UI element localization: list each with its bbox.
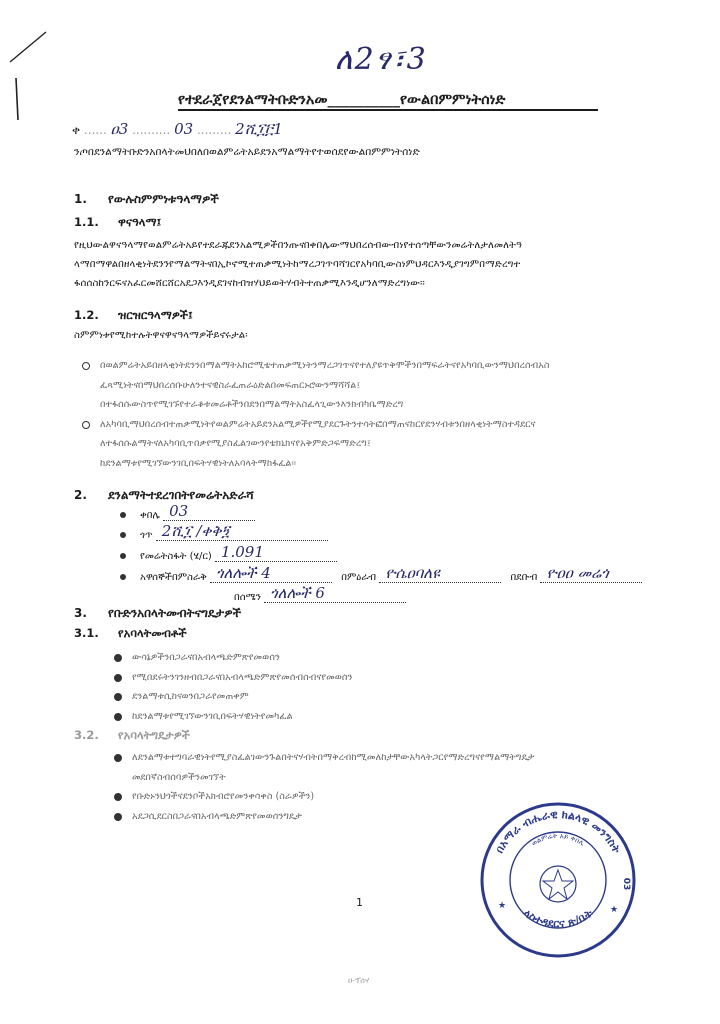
svg-text:ወልምሬት አይ ቀበሌ bbox=[530, 832, 586, 848]
specific-objectives-list bbox=[80, 356, 700, 473]
stamp-star-icon: ★ bbox=[610, 905, 619, 915]
field-got: ጎጥ 2ሺ፲ /ቀቅ፺ bbox=[120, 522, 328, 541]
list-item: ከደንልማቱየሚገኘውንገቢበፍትሃዊነትየመካፈል bbox=[112, 707, 512, 727]
member-rights-list bbox=[112, 648, 512, 726]
field-got-value: 2ሺ፲ /ቀቅ፺ bbox=[156, 522, 328, 541]
list-item: ለደንልማቱተግባራዊነትየሚያስፈልገውንጉልበትናሃብትበማቅረብከሚመለከታቸውአካላትጋርየማድረግናየማልማትግዴታ bbox=[112, 748, 632, 768]
list-item: የቡድኑንህጎችናደንቦችአክብሮየመንቀሳቀስ (ስራዎችን) bbox=[112, 787, 632, 807]
section-3-heading: 3. የቡድንአበላትመብትናግዴታዎች bbox=[74, 606, 242, 620]
date-line: ቀ ...... ዐ3 .......... 03 ......... 2ሺ፲፫1 bbox=[72, 120, 283, 138]
field-kebele-value: 03 bbox=[163, 502, 255, 521]
list-item: የሚበደሩትንገንዘብበጋራናበአብላጫድምጽየመሰብሰብናየመወሰን bbox=[112, 668, 512, 688]
list-item: ደንልማቱሲከናወንበጋራየመጠቀም bbox=[112, 687, 512, 707]
date-prefix: ቀ bbox=[72, 123, 81, 137]
field-kebele: ቀበሌ 03 bbox=[120, 502, 255, 521]
document-subtitle: ንጦበደንልማትቡድንአበላትመህበለበወልምሬትአይደንአማልማትየተወሰደየውልበምምነትሰነድ bbox=[74, 146, 420, 158]
list-item: አደጋሲደርስበጋራናበአብላጫድምጽየመወሰንግዴታ bbox=[112, 807, 632, 827]
document-title: የተደራጀየደንልማትቡድንአመ__________የውልበምምነትሰነድ bbox=[178, 92, 598, 111]
list-item: ለተፋሰሱልማትናለአካባቢጥበቃየሚያስፈልገውንየቴክኒክናየአቅምድጋፍማድረግ፤ bbox=[100, 438, 371, 449]
field-south-value: ዮዐዐ መሬጎ bbox=[540, 564, 642, 583]
paragraph-line: ላማበማዋልበዘላቂነትደንንየማልማትናበኢኮኖሚተጠቃሚነትከማረጋገጥባሻገርየአካባቢውስነምህዳርእንዲያገግምበማድረግተ bbox=[74, 259, 521, 270]
list-item: ለአካባቢማህበረሰብተጠቃሚነትየወልምሬትአይደንአልሚዎችየሚያደርጉትንተሳትፎበማጠናከርየደንሃብቱንበዘላቂነትማስተዳደርና bbox=[80, 415, 700, 435]
field-boundaries: አዋሰኞችበምስራቅ ጎለሎች 4 በምዕራብ ዮሴዐባለዩ በደቡብ ዮዐዐ መሬጎ bbox=[120, 564, 642, 583]
main-objective-paragraph bbox=[74, 236, 694, 293]
handwritten-reference: ለ2ፃ፣3 bbox=[335, 42, 428, 77]
section-1-2-heading: 1.2. ዝርዝርዓላማዎች፤ bbox=[74, 308, 193, 322]
svg-text:ላስተዳደርና ጽ/ቤት bbox=[521, 906, 596, 930]
list-item: ፈጻሚነትናበማህበረሰቡሁለንተናዊስራፈጠራዕድልበመፍጠርኑሮውንማሻሻል፤ bbox=[100, 379, 361, 391]
date-year: 2ሺ፲፫1 bbox=[235, 120, 283, 138]
section-3-2-heading: 3.2. የአባላትግዴታዎች bbox=[74, 728, 190, 742]
footer-note: ዐ-ፕሰሃ bbox=[348, 976, 370, 985]
field-east-value: ጎለሎች 4 bbox=[210, 564, 332, 583]
stamp-outer-text: በአማራ ብሔራዊ ክልላዊ መንግስት bbox=[492, 807, 624, 856]
list-item: በወልምሬትአይበዘላቂነትደንንበማልማትአከሮሚቴተጠቃሚነትንማረጋገጥናየተለያዩጥቅሞችንበማፍራትናየአካባቢውንማህበረሰብአስ bbox=[80, 356, 700, 376]
list-item: ውሳኔዎችንበጋራናበአብላጫድምጽየመወሰን bbox=[112, 648, 512, 668]
list-item: መደበኛስብሰባዎችንመገኘት bbox=[132, 771, 226, 783]
list-item: ከደንልማቱየሚገኘውንገቢበፍትሃዊነትለአባላትማከፋፈል፡፡ bbox=[100, 457, 297, 469]
emblem-icon bbox=[540, 866, 576, 902]
section-2-heading: 2. ደንልማትተደረገበትየመሬትአድራሻ bbox=[74, 488, 254, 502]
list-item: በተፋሰሱውስጥየሚገኙየተራቆቱመሬቶችንበደንበማልማትአስፈላጊውንእንክብካቤማድረግ bbox=[100, 399, 404, 410]
field-land-size-value: 1.091 bbox=[215, 543, 337, 562]
stamp-bottom-text: ላስተዳደርና ጽ/ቤት bbox=[520, 906, 596, 931]
official-stamp bbox=[478, 800, 638, 960]
section-3-1-heading: 3.1. የአባላትመብቶች bbox=[74, 626, 187, 640]
date-month: 03 bbox=[174, 120, 194, 138]
section-1-1-heading: 1.1. ዋናዓላማ፤ bbox=[74, 215, 162, 229]
paragraph-line: የዚህውልዋናዓላማየወልምሬትአይየተደራጁደንአልሚዎችበንጡናበቀበሌውማህበረሰብውብነየተሰጣቸውንመሬትለታለመለትዓ bbox=[74, 240, 523, 251]
field-land-size: የመሬትስፋት (ሄ/ር) 1.091 bbox=[120, 543, 337, 562]
specific-objectives-intro: ስምምነቱየሚከተሉትዋናዋናዓላማዎችይኖሩታል፡ bbox=[74, 330, 248, 341]
stamp-star-icon: ★ bbox=[498, 901, 507, 911]
stamp-inner-text: ወልምሬት አይ ቀበሌ bbox=[530, 831, 586, 848]
stamp-number: 03 bbox=[621, 877, 631, 891]
section-1-heading: 1. የውሉስምምነቱዓላማዎች bbox=[74, 192, 219, 206]
corner-pen-mark bbox=[6, 20, 66, 120]
date-day: ዐ3 bbox=[110, 120, 129, 138]
page-number: 1 bbox=[356, 896, 363, 909]
field-west-value: ዮሴዐባለዩ bbox=[379, 564, 501, 583]
paragraph-line: ፋሰሰስከንርፍናአፈርመሸርሸርአደጋእንዲደገናከብዝሃህይወትሃብትተጠቃሚእንዲሆንለማድረግነው፡፡ bbox=[74, 278, 425, 289]
field-north-value: ጎለሎች 6 bbox=[264, 584, 406, 603]
field-north: በሰሜን ጎለሎች 6 bbox=[234, 584, 406, 603]
